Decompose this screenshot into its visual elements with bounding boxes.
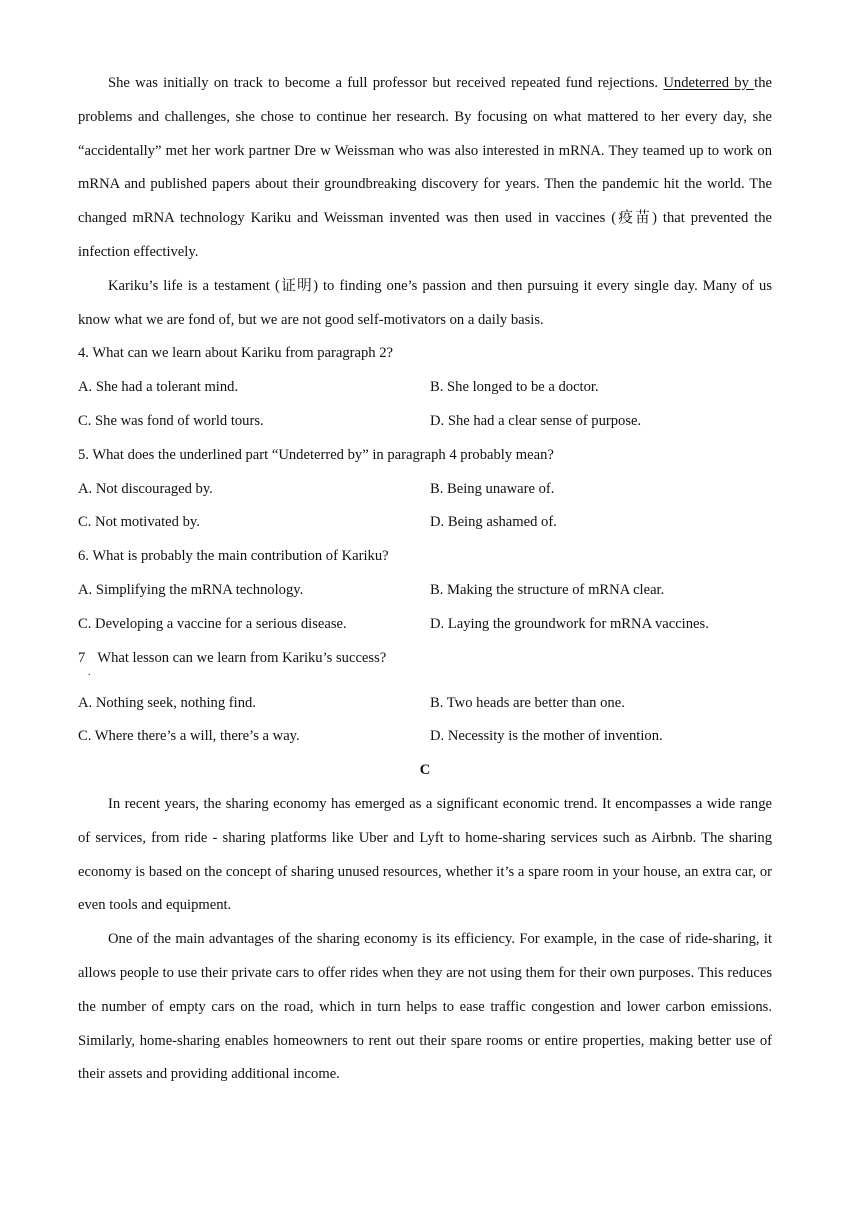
question-5-option-a: A. Not discouraged by. — [78, 480, 213, 497]
underlined-phrase: Undeterred by — [663, 75, 755, 91]
question-6-stem: 6. What is probably the main contribution of Kariku? — [78, 548, 389, 565]
passage-c-paragraph-2: One of the main advantages of the sharing economy is its efficiency. For example, in the case of ride-sharing, it allows people to use their private cars to offer rides when they are not using them for their own purposes. This reduces the number of empty cars on the road, which in turn helps to ease traffic congestion and lower carbon emissions. Similarly, home-sharing enables homeowners to rent out their spare rooms or entire properties, making better use of their assets and providing additional income. — [78, 931, 772, 1083]
paragraph-4-text-before: She was initially on track to become a full professor but received repeated fund rejections. — [108, 75, 664, 91]
question-6-options-row-2 — [78, 608, 772, 642]
question-4-option-b: B. She longed to be a doctor. — [430, 379, 599, 396]
question-6-option-b: B. Making the structure of mRNA clear. — [430, 581, 665, 598]
question-7-options-row-1 — [78, 687, 772, 721]
question-7-stem — [78, 642, 772, 687]
question-6-option-a: A. Simplifying the mRNA technology. — [78, 581, 304, 598]
question-5-stem: 5. What does the underlined part “Undeterred by” in paragraph 4 probably mean? — [78, 446, 554, 463]
question-5-option-d: D. Being ashamed of. — [430, 514, 557, 531]
question-4-option-a: A. She had a tolerant mind. — [78, 379, 239, 396]
question-7-number: 7 — [78, 649, 86, 666]
question-5-options-row-2 — [78, 506, 772, 540]
paragraph-4-text-after: the problems and challenges, she chose to continue her research. By focusing on what mattered to her every day, she “accidentally” met her work partner Dre w Weissman who was also interested in mRNA. They teamed up to work on mRNA and published papers about their groundbreaking discovery for years. Then the pandemic hit the world. The changed mRNA technology Kariku and Weissman invented was then used in vaccines (疫苗) that prevented the infection effectively. — [78, 75, 772, 260]
question-4-stem: 4. What can we learn about Kariku from paragraph 2? — [78, 345, 393, 362]
question-6-options-row-1 — [78, 574, 772, 608]
question-4-option-c: C. She was fond of world tours. — [78, 412, 264, 429]
question-6-option-d: D. Laying the groundwork for mRNA vaccines. — [430, 615, 709, 632]
question-4-options-row-1 — [78, 371, 772, 405]
question-5-option-b: B. Being unaware of. — [430, 480, 555, 497]
document-page — [78, 67, 772, 1092]
question-7-option-d: D. Necessity is the mother of invention. — [430, 728, 663, 745]
question-7-text: What lesson can we learn from Kariku’s success? — [97, 649, 387, 666]
question-4-options-row-2 — [78, 405, 772, 439]
question-7-option-c: C. Where there’s a will, there’s a way. — [78, 728, 300, 745]
question-5-options-row-1 — [78, 473, 772, 507]
question-7-options-row-2 — [78, 720, 772, 754]
passage-b-paragraph-4 — [78, 67, 772, 270]
question-6-option-c: C. Developing a vaccine for a serious disease. — [78, 615, 347, 632]
passage-c-paragraph-1: In recent years, the sharing economy has emerged as a significant economic trend. It encompasses a wide range of services, from ride - sharing platforms like Uber and Lyft to home-sharing services such as Airbnb. The sharing economy is based on the concept of sharing unused resources, whether it’s a spare room in your house, an extra car, or even tools and equipment. — [78, 795, 772, 914]
question-7-dot: . — [88, 666, 91, 678]
passage-c-heading: C — [419, 762, 431, 779]
question-7-option-b: B. Two heads are better than one. — [430, 694, 625, 711]
passage-b-paragraph-5: Kariku’s life is a testament (证明) to finding one’s passion and then pursuing it every single day. Many of us know what we are fond of, but we are not good self-motivators on a daily basis. — [78, 277, 772, 328]
question-4-option-d: D. She had a clear sense of purpose. — [430, 412, 642, 429]
question-5-option-c: C. Not motivated by. — [78, 514, 200, 531]
question-7-option-a: A. Nothing seek, nothing find. — [78, 694, 256, 711]
